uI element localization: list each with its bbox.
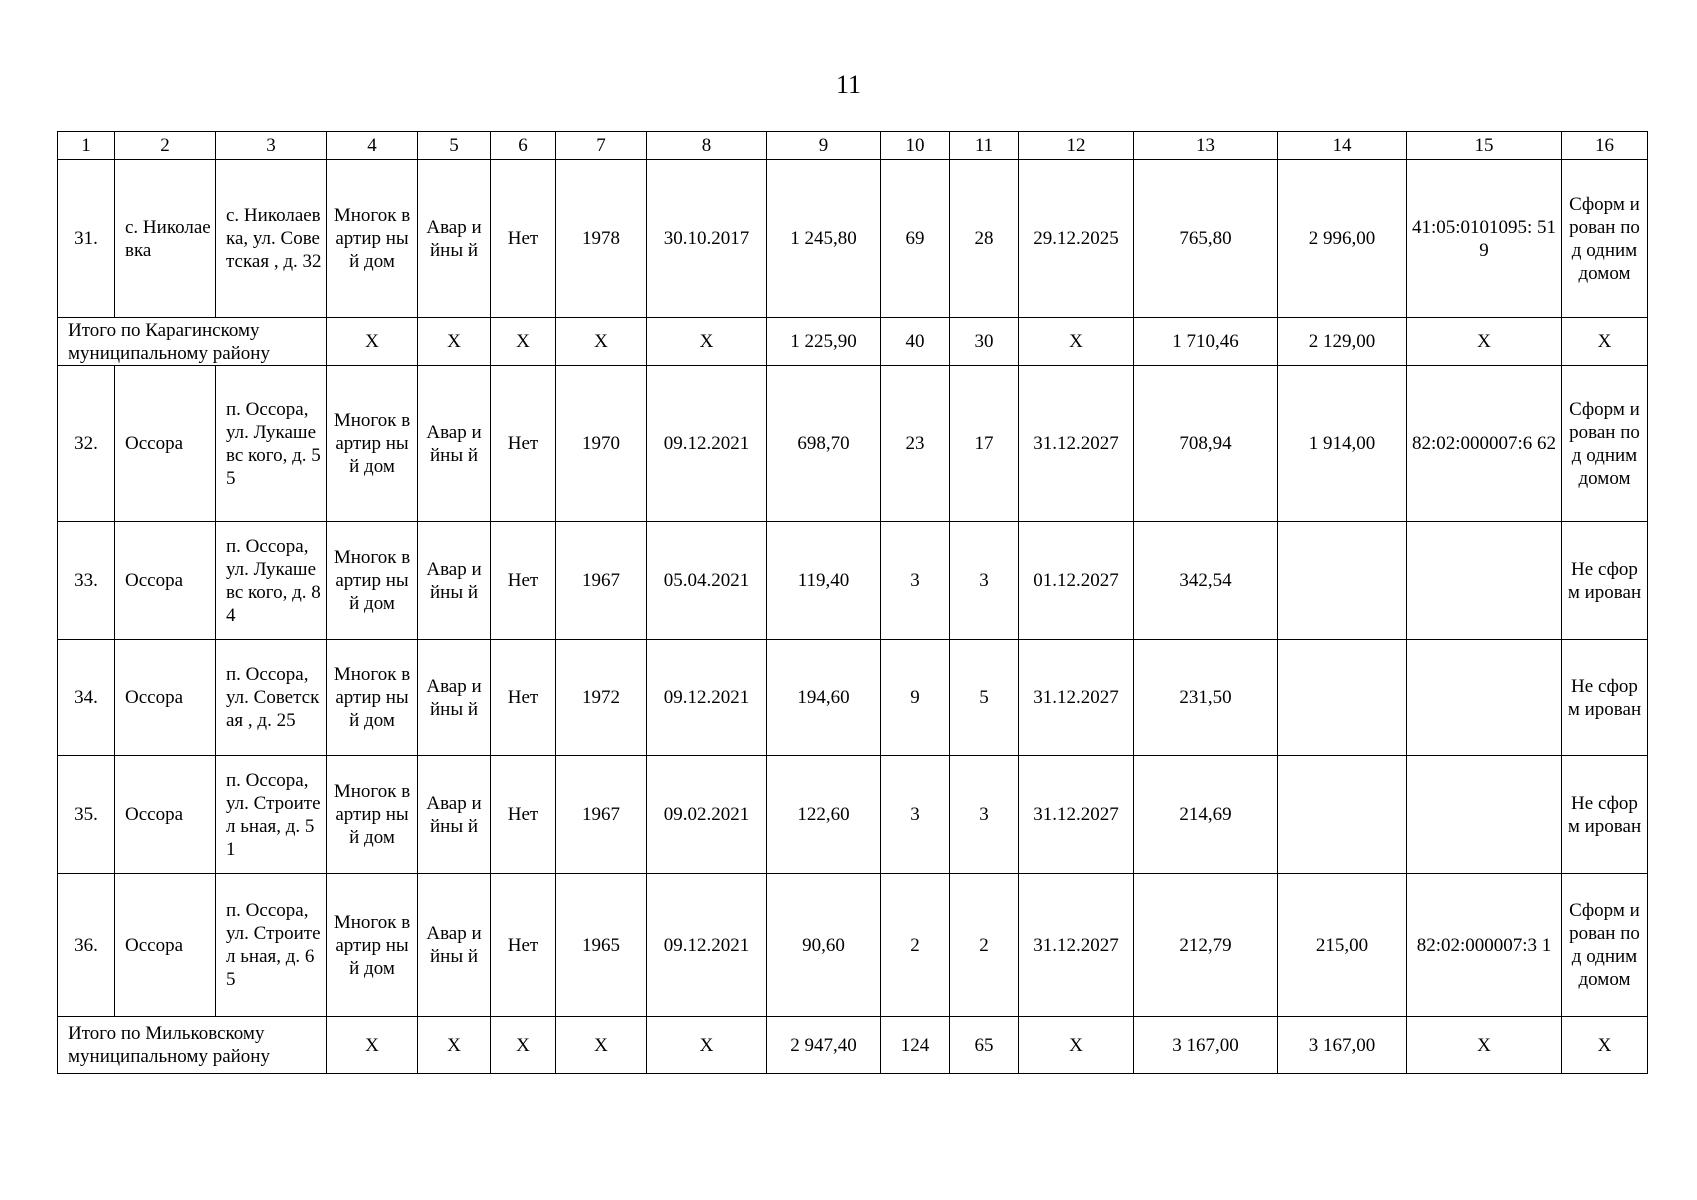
address-cell: п. Оссора, ул. Строител ьная, д. 51 — [216, 756, 327, 874]
area-cell: 90,60 — [767, 874, 881, 1017]
header-cell: 4 — [327, 132, 418, 160]
total-cell: 2 947,40 — [767, 1017, 881, 1074]
year-cell: 1967 — [556, 522, 647, 640]
header-cell: 12 — [1019, 132, 1134, 160]
cadastral-cell: 82:02:000007:3 1 — [1407, 874, 1562, 1017]
total-cell: 65 — [950, 1017, 1019, 1074]
value-cell: 214,69 — [1134, 756, 1278, 874]
count-cell: 69 — [881, 160, 950, 318]
area-cell: 698,70 — [767, 366, 881, 522]
status-cell: Авар ийны й — [418, 522, 491, 640]
row-number: 32. — [58, 366, 115, 522]
deadline-cell: 29.12.2025 — [1019, 160, 1134, 318]
value-cell — [1278, 640, 1407, 756]
building-type-cell: Многок вартир ный дом — [327, 160, 418, 318]
status-cell: Авар ийны й — [418, 366, 491, 522]
status-cell: Авар ийны й — [418, 756, 491, 874]
header-cell: 2 — [115, 132, 216, 160]
count-cell: 5 — [950, 640, 1019, 756]
count-cell: 3 — [881, 522, 950, 640]
year-cell: 1967 — [556, 756, 647, 874]
row-number: 33. — [58, 522, 115, 640]
row-number: 35. — [58, 756, 115, 874]
row-number: 31. — [58, 160, 115, 318]
year-cell: 1970 — [556, 366, 647, 522]
address-cell: п. Оссора, ул. Строител ьная, д. 65 — [216, 874, 327, 1017]
total-cell: Х — [327, 318, 418, 366]
total-cell: Х — [1019, 1017, 1134, 1074]
total-cell: Х — [647, 1017, 767, 1074]
header-cell: 13 — [1134, 132, 1278, 160]
row-number: 34. — [58, 640, 115, 756]
total-cell: 1 710,46 — [1134, 318, 1278, 366]
table-row — [58, 756, 1648, 874]
formation-cell: Сформ ирован под одним домом — [1562, 874, 1648, 1017]
formation-cell: Сформ ирован под одним домом — [1562, 160, 1648, 318]
value-cell: 708,94 — [1134, 366, 1278, 522]
value-cell: 212,79 — [1134, 874, 1278, 1017]
date-cell: 05.04.2021 — [647, 522, 767, 640]
total-cell: 1 225,90 — [767, 318, 881, 366]
year-cell: 1965 — [556, 874, 647, 1017]
status-cell: Авар ийны й — [418, 874, 491, 1017]
total-cell: Х — [491, 318, 556, 366]
year-cell: 1972 — [556, 640, 647, 756]
total-cell: Х — [1562, 318, 1648, 366]
table-row — [58, 160, 1648, 318]
count-cell: 3 — [950, 756, 1019, 874]
total-cell: 30 — [950, 318, 1019, 366]
address-cell: п. Оссора, ул. Лукашевс кого, д. 55 — [216, 366, 327, 522]
count-cell: 2 — [950, 874, 1019, 1017]
header-cell: 5 — [418, 132, 491, 160]
header-cell: 11 — [950, 132, 1019, 160]
building-type-cell: Многок вартир ный дом — [327, 366, 418, 522]
cadastral-cell: 41:05:0101095: 519 — [1407, 160, 1562, 318]
flag-cell: Нет — [491, 160, 556, 318]
count-cell: 9 — [881, 640, 950, 756]
table-row — [58, 640, 1648, 756]
total-label: Итого по Мильковскому муниципальному району — [58, 1017, 327, 1074]
total-cell: Х — [418, 318, 491, 366]
total-cell: Х — [491, 1017, 556, 1074]
deadline-cell: 01.12.2027 — [1019, 522, 1134, 640]
header-cell: 8 — [647, 132, 767, 160]
header-cell: 7 — [556, 132, 647, 160]
formation-cell: Не сформ ирован — [1562, 756, 1648, 874]
formation-cell: Не сформ ирован — [1562, 640, 1648, 756]
total-cell: 3 167,00 — [1278, 1017, 1407, 1074]
deadline-cell: 31.12.2027 — [1019, 366, 1134, 522]
date-cell: 30.10.2017 — [647, 160, 767, 318]
value-cell: 215,00 — [1278, 874, 1407, 1017]
page-number: 11 — [835, 70, 862, 99]
count-cell: 23 — [881, 366, 950, 522]
header-cell: 16 — [1562, 132, 1648, 160]
value-cell — [1278, 756, 1407, 874]
value-cell — [1278, 522, 1407, 640]
area-cell: 119,40 — [767, 522, 881, 640]
settlement-cell: Оссора — [115, 366, 216, 522]
address-cell: п. Оссора, ул. Советская , д. 25 — [216, 640, 327, 756]
building-type-cell: Многок вартир ный дом — [327, 874, 418, 1017]
settlement-cell: Оссора — [115, 756, 216, 874]
flag-cell: Нет — [491, 522, 556, 640]
count-cell: 2 — [881, 874, 950, 1017]
total-cell: Х — [327, 1017, 418, 1074]
header-cell: 6 — [491, 132, 556, 160]
address-cell: п. Оссора, ул. Лукашевс кого, д. 84 — [216, 522, 327, 640]
total-row — [58, 318, 1648, 366]
deadline-cell: 31.12.2027 — [1019, 640, 1134, 756]
table-row — [58, 874, 1648, 1017]
cadastral-cell: 82:02:000007:6 62 — [1407, 366, 1562, 522]
count-cell: 17 — [950, 366, 1019, 522]
date-cell: 09.12.2021 — [647, 874, 767, 1017]
value-cell: 342,54 — [1134, 522, 1278, 640]
total-cell: Х — [647, 318, 767, 366]
flag-cell: Нет — [491, 366, 556, 522]
building-type-cell: Многок вартир ный дом — [327, 522, 418, 640]
count-cell: 3 — [881, 756, 950, 874]
total-cell: Х — [1407, 318, 1562, 366]
header-cell: 3 — [216, 132, 327, 160]
flag-cell: Нет — [491, 640, 556, 756]
total-cell: Х — [1407, 1017, 1562, 1074]
value-cell: 2 996,00 — [1278, 160, 1407, 318]
settlement-cell: Оссора — [115, 874, 216, 1017]
settlement-cell: Оссора — [115, 522, 216, 640]
count-cell: 3 — [950, 522, 1019, 640]
building-type-cell: Многок вартир ный дом — [327, 756, 418, 874]
header-cell: 15 — [1407, 132, 1562, 160]
total-cell: 3 167,00 — [1134, 1017, 1278, 1074]
cadastral-cell — [1407, 640, 1562, 756]
date-cell: 09.02.2021 — [647, 756, 767, 874]
settlement-cell: Оссора — [115, 640, 216, 756]
formation-cell: Не сформ ирован — [1562, 522, 1648, 640]
date-cell: 09.12.2021 — [647, 640, 767, 756]
total-cell: Х — [556, 318, 647, 366]
building-type-cell: Многок вартир ный дом — [327, 640, 418, 756]
header-row — [58, 132, 1648, 160]
table-row — [58, 366, 1648, 522]
row-number: 36. — [58, 874, 115, 1017]
count-cell: 28 — [950, 160, 1019, 318]
header-cell: 9 — [767, 132, 881, 160]
area-cell: 122,60 — [767, 756, 881, 874]
flag-cell: Нет — [491, 756, 556, 874]
header-cell: 10 — [881, 132, 950, 160]
cadastral-cell — [1407, 522, 1562, 640]
total-cell: Х — [1562, 1017, 1648, 1074]
total-cell: 40 — [881, 318, 950, 366]
total-row — [58, 1017, 1648, 1074]
deadline-cell: 31.12.2027 — [1019, 756, 1134, 874]
formation-cell: Сформ ирован под одним домом — [1562, 366, 1648, 522]
date-cell: 09.12.2021 — [647, 366, 767, 522]
total-cell: Х — [1019, 318, 1134, 366]
address-cell: с. Николаев ка, ул. Советская , д. 32 — [216, 160, 327, 318]
flag-cell: Нет — [491, 874, 556, 1017]
total-label: Итого по Карагинскому муниципальному району — [58, 318, 327, 366]
housing-table — [57, 131, 1648, 1074]
area-cell: 1 245,80 — [767, 160, 881, 318]
value-cell: 765,80 — [1134, 160, 1278, 318]
total-cell: 2 129,00 — [1278, 318, 1407, 366]
total-cell: 124 — [881, 1017, 950, 1074]
value-cell: 231,50 — [1134, 640, 1278, 756]
header-cell: 1 — [58, 132, 115, 160]
value-cell: 1 914,00 — [1278, 366, 1407, 522]
status-cell: Авар ийны й — [418, 640, 491, 756]
total-cell: Х — [556, 1017, 647, 1074]
deadline-cell: 31.12.2027 — [1019, 874, 1134, 1017]
status-cell: Авар ийны й — [418, 160, 491, 318]
area-cell: 194,60 — [767, 640, 881, 756]
settlement-cell: с. Николае вка — [115, 160, 216, 318]
header-cell: 14 — [1278, 132, 1407, 160]
year-cell: 1978 — [556, 160, 647, 318]
table-row — [58, 522, 1648, 640]
total-cell: Х — [418, 1017, 491, 1074]
cadastral-cell — [1407, 756, 1562, 874]
